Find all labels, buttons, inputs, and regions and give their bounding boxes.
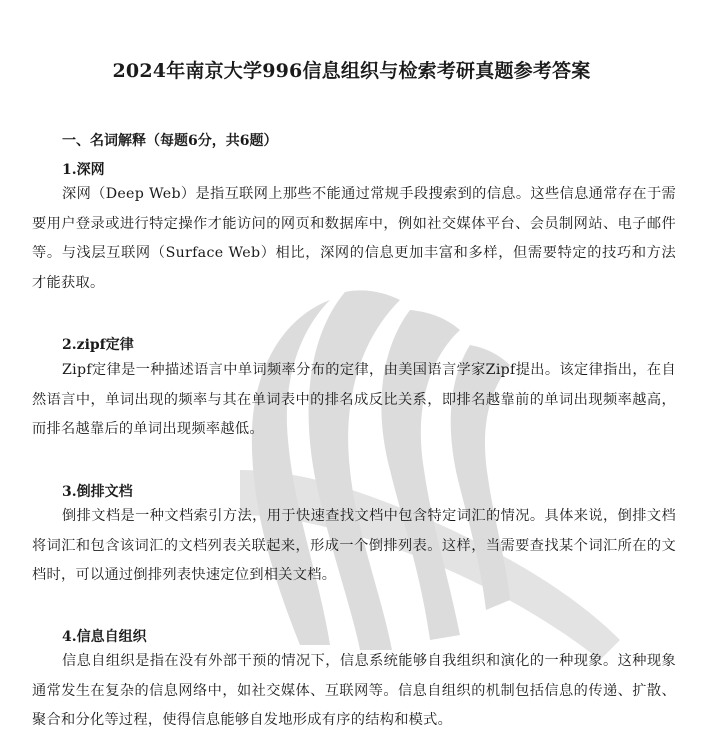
term-text-self-organization: 信息自组织是指在没有外部干预的情况下，信息系统能够自我组织和演化的一种现象。这种现象通常发生在复杂的信息网络中，如社交媒体、互联网等。信息自组织的机制包括信息的传递、扩散、聚合和分化等过程，使得信息能够自发地形成有序的结构和模式。 <box>32 653 676 728</box>
section-heading: 一、名词解释（每题6分，共6题） <box>62 133 278 149</box>
term-text-inverted-file: 倒排文档是一种文档索引方法，用于快速查找文档中包含特定词汇的情况。具体来说，倒排文档将词汇和包含该词汇的文档列表关联起来，形成一个倒排列表。这样，当需要查找某个词汇所在的文档时，可以通过倒排列表快速定位到相关文档。 <box>32 508 676 583</box>
term-text-zipf: Zipf定律是一种描述语言中单词频率分布的定律，由美国语言学家Zipf提出。该定律指出，在自然语言中，单词出现的频率与其在单词表中的排名成反比关系，即排名越靠前的单词出现频率越高，而排名越靠后的单词出现频率越低。 <box>32 362 676 437</box>
term-heading-zipf: 2.zipf定律 <box>62 337 134 353</box>
term-heading-self-organization: 4.信息自组织 <box>62 629 147 645</box>
term-heading-deep-web: 1.深网 <box>62 162 105 178</box>
page-title: 2024年南京大学996信息组织与检索考研真题参考答案 <box>112 60 591 82</box>
term-text-deep-web: 深网（Deep Web）是指互联网上那些不能通过常规手段搜索到的信息。这些信息通常存在于需要用户登录或进行特定操作才能访问的网页和数据库中，例如社交媒体平台、会员制网站、电子邮件等。与浅层互联网（Surface Web）相比，深网的信息更加丰富和多样，但需要特定的技巧和方法才能获取。 <box>32 186 676 291</box>
term-heading-inverted-file: 3.倒排文档 <box>62 484 133 500</box>
